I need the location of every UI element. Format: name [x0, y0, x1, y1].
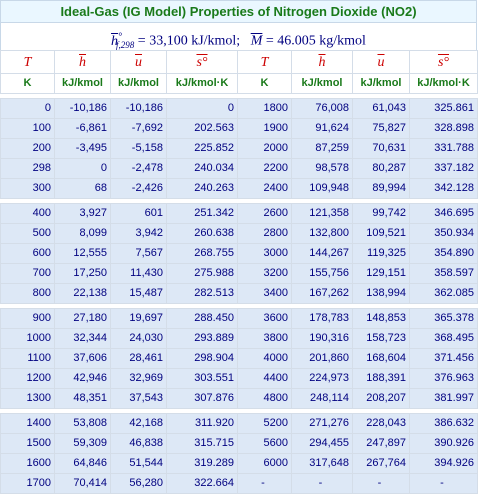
table-cell: 4800 — [238, 389, 292, 409]
table-cell: 70,414 — [55, 474, 111, 494]
table-title: Ideal-Gas (IG Model) Properties of Nitrogen Dioxide (NO2) — [0, 0, 477, 23]
unit-header-row — [1, 74, 478, 94]
table-cell: 87,259 — [292, 139, 353, 159]
col-unit: K — [1, 74, 55, 94]
table-cell: 240.263 — [167, 179, 238, 199]
table-row — [1, 284, 478, 304]
table-cell: 2600 — [238, 204, 292, 224]
table-cell: 37,606 — [55, 349, 111, 369]
table-cell: 109,521 — [353, 224, 410, 244]
table-cell: 42,946 — [55, 369, 111, 389]
table-cell: 2400 — [238, 179, 292, 199]
table-cell: 70,631 — [353, 139, 410, 159]
symbol-header-row — [1, 51, 478, 74]
table-cell: 201,860 — [292, 349, 353, 369]
table-row — [1, 179, 478, 199]
table-cell: 1600 — [1, 454, 55, 474]
table-cell: 119,325 — [353, 244, 410, 264]
table-cell: 319.289 — [167, 454, 238, 474]
table-cell: 394.926 — [410, 454, 478, 474]
table-cell: 11,430 — [111, 264, 167, 284]
col-unit: kJ/kmol — [353, 74, 410, 94]
table-cell: 56,280 — [111, 474, 167, 494]
table-cell: 317,648 — [292, 454, 353, 474]
table-cell: 100 — [1, 119, 55, 139]
table-cell: 89,994 — [353, 179, 410, 199]
table-cell: - — [410, 474, 478, 494]
col-unit: kJ/kmol — [111, 74, 167, 94]
table-cell: 298.904 — [167, 349, 238, 369]
col-symbol-u: $\overline{u}$ — [111, 51, 167, 74]
col-symbol-t: T — [238, 51, 292, 74]
table-cell: 282.513 — [167, 284, 238, 304]
table-cell: 325.861 — [410, 99, 478, 119]
col-unit: kJ/kmol·K — [167, 74, 238, 94]
table-cell: 294,455 — [292, 434, 353, 454]
table-cell: 376.963 — [410, 369, 478, 389]
molar-mass-value: = 46.005 kg/kmol — [265, 33, 366, 49]
table-cell: -7,692 — [111, 119, 167, 139]
col-unit: kJ/kmol — [55, 74, 111, 94]
table-row — [1, 244, 478, 264]
table-cell: 51,544 — [111, 454, 167, 474]
table-cell: 42,168 — [111, 414, 167, 434]
table-cell: 298 — [1, 159, 55, 179]
table-cell: 247,897 — [353, 434, 410, 454]
table-cell: 202.563 — [167, 119, 238, 139]
table-cell: 37,543 — [111, 389, 167, 409]
table-row — [1, 309, 478, 329]
table-cell: 371.456 — [410, 349, 478, 369]
table-row — [1, 434, 478, 454]
table-cell: 224,973 — [292, 369, 353, 389]
table-cell: 3800 — [238, 329, 292, 349]
table-cell: 98,578 — [292, 159, 353, 179]
table-cell: 322.664 — [167, 474, 238, 494]
table-cell: 328.898 — [410, 119, 478, 139]
table-cell: -3,495 — [55, 139, 111, 159]
table-cell: 1800 — [238, 99, 292, 119]
table-cell: - — [292, 474, 353, 494]
table-cell: 288.450 — [167, 309, 238, 329]
table-cell: 2200 — [238, 159, 292, 179]
table-cell: 342.128 — [410, 179, 478, 199]
table-cell: 138,994 — [353, 284, 410, 304]
table-cell: 76,008 — [292, 99, 353, 119]
col-unit: kJ/kmol·K — [410, 74, 478, 94]
table-cell: 32,344 — [55, 329, 111, 349]
table-cell: 800 — [1, 284, 55, 304]
table-cell: 275.988 — [167, 264, 238, 284]
table-cell: 19,697 — [111, 309, 167, 329]
table-cell: 4400 — [238, 369, 292, 389]
table-cell: 225.852 — [167, 139, 238, 159]
table-cell: 311.920 — [167, 414, 238, 434]
constants-line — [0, 23, 477, 50]
table-row — [1, 159, 478, 179]
table-cell: 251.342 — [167, 204, 238, 224]
table-cell: 144,267 — [292, 244, 353, 264]
table-cell: 109,948 — [292, 179, 353, 199]
table-row — [1, 264, 478, 284]
table-cell: 0 — [1, 99, 55, 119]
table-cell: 155,756 — [292, 264, 353, 284]
table-cell: -2,426 — [111, 179, 167, 199]
table-cell: 1200 — [1, 369, 55, 389]
table-cell: 240.034 — [167, 159, 238, 179]
table-cell: 3400 — [238, 284, 292, 304]
hf-symbol: $\overline{h}^\circ_{f,298}$ — [111, 31, 135, 51]
table-cell: 0 — [55, 159, 111, 179]
table-cell: 99,742 — [353, 204, 410, 224]
table-row — [1, 414, 478, 434]
table-cell: 167,262 — [292, 284, 353, 304]
table-cell: 600 — [1, 244, 55, 264]
col-symbol-s: s° — [410, 51, 478, 74]
table-cell: 362.085 — [410, 284, 478, 304]
table-cell: 17,250 — [55, 264, 111, 284]
table-cell: 400 — [1, 204, 55, 224]
table-cell: 200 — [1, 139, 55, 159]
table-row — [1, 369, 478, 389]
table-cell: 6000 — [238, 454, 292, 474]
table-cell: - — [353, 474, 410, 494]
table-cell: 337.182 — [410, 159, 478, 179]
table-cell: 178,783 — [292, 309, 353, 329]
table-row — [1, 349, 478, 369]
col-symbol-h: $\overline{h}$ — [292, 51, 353, 74]
table-cell: 148,853 — [353, 309, 410, 329]
table-cell: - — [238, 474, 292, 494]
table-cell: 354.890 — [410, 244, 478, 264]
table-cell: 3,942 — [111, 224, 167, 244]
col-symbol-h: $\overline{h}$ — [55, 51, 111, 74]
col-unit: K — [238, 74, 292, 94]
table-cell: 248,114 — [292, 389, 353, 409]
table-cell: 68 — [55, 179, 111, 199]
properties-table — [0, 50, 478, 494]
table-cell: 267,764 — [353, 454, 410, 474]
table-cell: 293.889 — [167, 329, 238, 349]
table-cell: -5,158 — [111, 139, 167, 159]
table-cell: 2800 — [238, 224, 292, 244]
table-cell: 390.926 — [410, 434, 478, 454]
table-cell: 307.876 — [167, 389, 238, 409]
table-cell: 5600 — [238, 434, 292, 454]
table-cell: 3,927 — [55, 204, 111, 224]
table-cell: 260.638 — [167, 224, 238, 244]
table-cell: 190,316 — [292, 329, 353, 349]
table-cell: 12,555 — [55, 244, 111, 264]
table-row — [1, 329, 478, 349]
table-cell: 1400 — [1, 414, 55, 434]
table-cell: 303.551 — [167, 369, 238, 389]
table-cell: 32,969 — [111, 369, 167, 389]
table-cell: 315.715 — [167, 434, 238, 454]
col-symbol-t: T — [1, 51, 55, 74]
table-cell: -2,478 — [111, 159, 167, 179]
table-cell: 601 — [111, 204, 167, 224]
table-cell: 22,138 — [55, 284, 111, 304]
hf-value: = 33,100 kJ/kmol; — [137, 33, 241, 49]
table-cell: 80,287 — [353, 159, 410, 179]
table-cell: 168,604 — [353, 349, 410, 369]
table-cell: 46,838 — [111, 434, 167, 454]
table-row — [1, 454, 478, 474]
table-cell: 129,151 — [353, 264, 410, 284]
table-cell: 61,043 — [353, 99, 410, 119]
table-cell: 1000 — [1, 329, 55, 349]
table-cell: 228,043 — [353, 414, 410, 434]
table-cell: 15,487 — [111, 284, 167, 304]
table-cell: 64,846 — [55, 454, 111, 474]
table-row — [1, 99, 478, 119]
table-cell: 59,309 — [55, 434, 111, 454]
table-row — [1, 224, 478, 244]
table-cell: 350.934 — [410, 224, 478, 244]
table-cell: 75,827 — [353, 119, 410, 139]
table-cell: 268.755 — [167, 244, 238, 264]
table-cell: 8,099 — [55, 224, 111, 244]
table-cell: 331.788 — [410, 139, 478, 159]
table-cell: 1100 — [1, 349, 55, 369]
table-cell: 300 — [1, 179, 55, 199]
table-cell: 48,351 — [55, 389, 111, 409]
table-cell: 3600 — [238, 309, 292, 329]
table-cell: 3000 — [238, 244, 292, 264]
table-cell: -10,186 — [111, 99, 167, 119]
table-cell: 1500 — [1, 434, 55, 454]
table-cell: 365.378 — [410, 309, 478, 329]
table-cell: 91,624 — [292, 119, 353, 139]
table-cell: 3200 — [238, 264, 292, 284]
table-cell: 208,207 — [353, 389, 410, 409]
table-cell: 28,461 — [111, 349, 167, 369]
col-symbol-u: $\overline{u}$ — [353, 51, 410, 74]
table-cell: 5200 — [238, 414, 292, 434]
table-cell: 368.495 — [410, 329, 478, 349]
table-cell: 24,030 — [111, 329, 167, 349]
table-cell: 132,800 — [292, 224, 353, 244]
table-cell: 53,808 — [55, 414, 111, 434]
table-cell: -10,186 — [55, 99, 111, 119]
table-cell: 188,391 — [353, 369, 410, 389]
table-cell: 381.997 — [410, 389, 478, 409]
table-cell: 1900 — [238, 119, 292, 139]
table-row — [1, 139, 478, 159]
col-symbol-s: s° — [167, 51, 238, 74]
table-cell: 2000 — [238, 139, 292, 159]
table-cell: 700 — [1, 264, 55, 284]
table-row — [1, 474, 478, 494]
table-cell: 27,180 — [55, 309, 111, 329]
table-cell: 4000 — [238, 349, 292, 369]
table-row — [1, 119, 478, 139]
table-cell: 1700 — [1, 474, 55, 494]
table-cell: 158,723 — [353, 329, 410, 349]
table-cell: 271,276 — [292, 414, 353, 434]
col-unit: kJ/kmol — [292, 74, 353, 94]
table-cell: 7,567 — [111, 244, 167, 264]
table-cell: 0 — [167, 99, 238, 119]
table-cell: 358.597 — [410, 264, 478, 284]
molar-mass-symbol: $\overline{M}$ — [250, 33, 263, 49]
table-cell: 900 — [1, 309, 55, 329]
table-cell: 346.695 — [410, 204, 478, 224]
table-cell: 1300 — [1, 389, 55, 409]
table-cell: 500 — [1, 224, 55, 244]
table-cell: 386.632 — [410, 414, 478, 434]
table-row — [1, 204, 478, 224]
table-cell: 121,358 — [292, 204, 353, 224]
table-cell: -6,861 — [55, 119, 111, 139]
table-row — [1, 389, 478, 409]
